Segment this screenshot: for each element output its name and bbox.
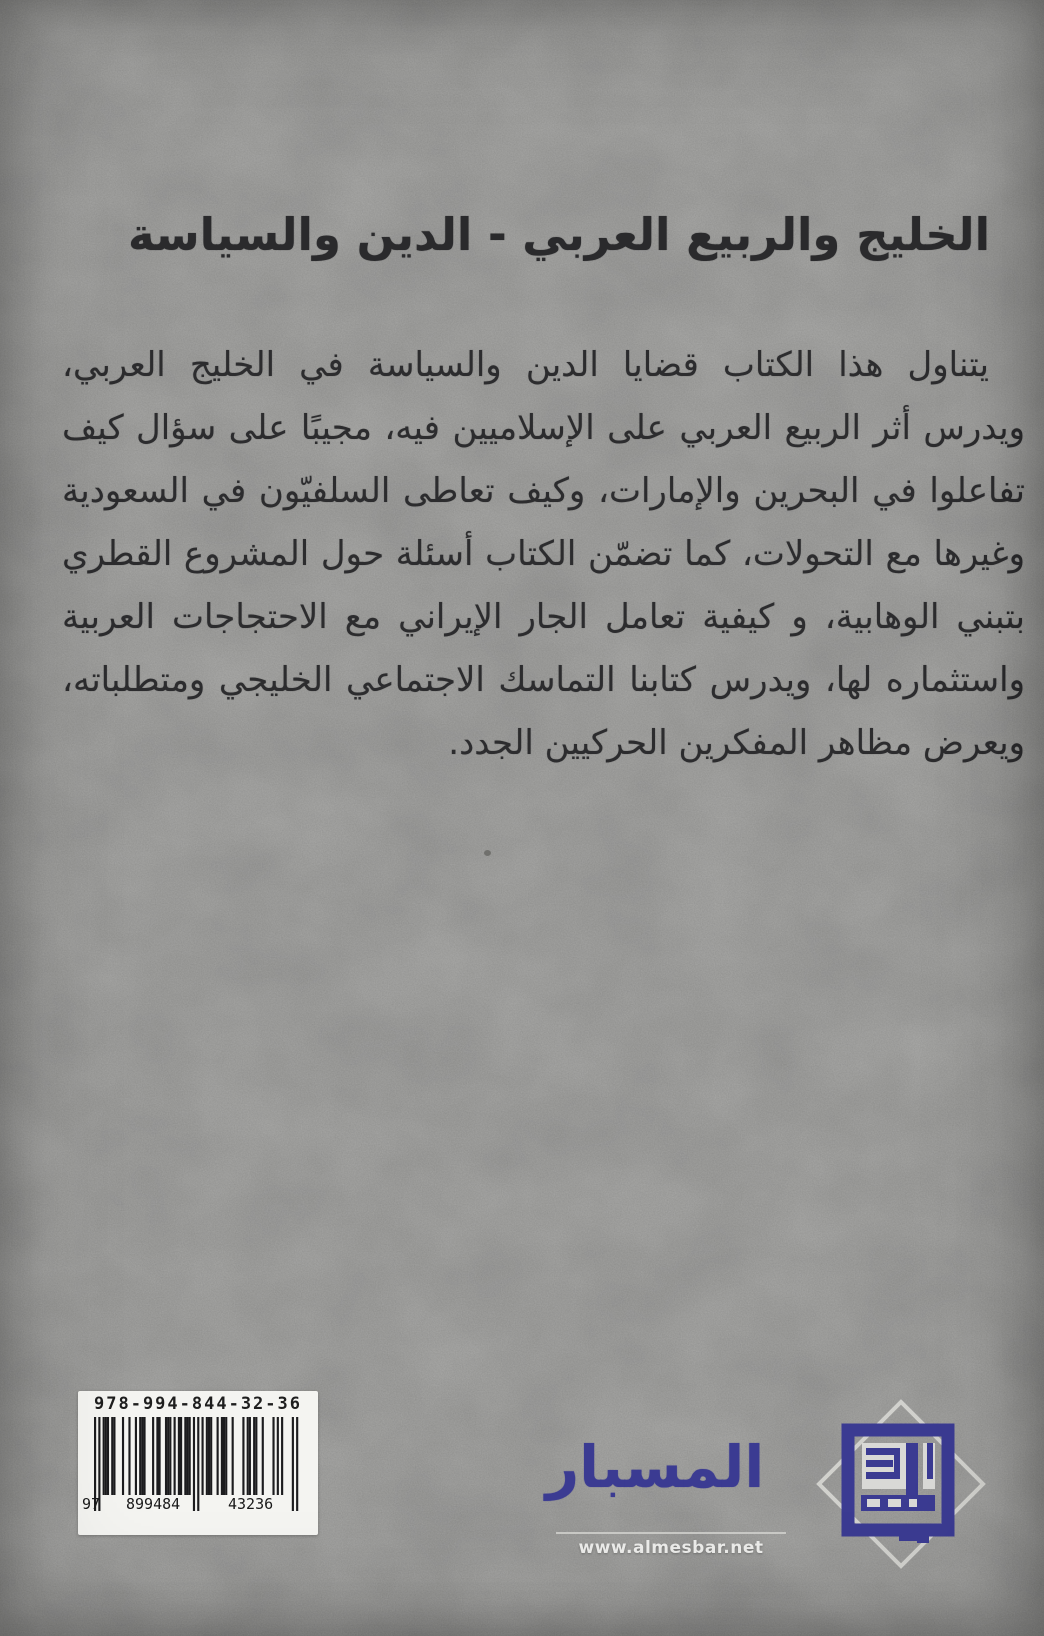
synopsis-line: ويدرس أثر الربيع العربي على الإسلاميين فيه، مجيبًا على سؤال كيف — [62, 408, 1025, 448]
book-title: الخليج والربيع العربي - الدين والسياسة — [128, 208, 990, 261]
barcode-digit-group: 97 — [82, 1495, 101, 1513]
synopsis-line: بتبني الوهابية، و كيفية تعامل الجار الإيراني مع الاحتجاجات العربية — [62, 597, 1025, 637]
synopsis-paragraph — [62, 334, 1025, 775]
synopsis-line: ويعرض مظاهر المفكرين الحركيين الجدد. — [448, 723, 1025, 763]
barcode-label — [78, 1391, 318, 1535]
synopsis-line: يتناول هذا الكتاب قضايا الدين والسياسة في الخليج العربي، — [62, 345, 989, 385]
publisher-logo-icon — [839, 1421, 957, 1547]
synopsis-line: وغيرها مع التحولات، كما تضمّن الكتاب أسئلة حول المشروع القطري — [62, 534, 1025, 574]
synopsis-line: واستثماره لها، ويدرس كتابنا التماسك الاجتماعي الخليجي ومتطلباته، — [62, 660, 1025, 700]
publisher-divider — [556, 1532, 786, 1534]
barcode-digit-group: 43236 — [228, 1495, 274, 1513]
synopsis-line: تفاعلوا في البحرين والإمارات، وكيف تعاطى السلفيّون في السعودية — [62, 471, 1025, 511]
barcode-digit-group: 899484 — [126, 1495, 181, 1513]
publisher-name: المسبار — [545, 1433, 765, 1501]
publisher-website: www.almesbar.net — [578, 1538, 764, 1558]
isbn-number: 978-994-844-32-36 — [94, 1394, 302, 1414]
scan-speck — [484, 850, 491, 856]
